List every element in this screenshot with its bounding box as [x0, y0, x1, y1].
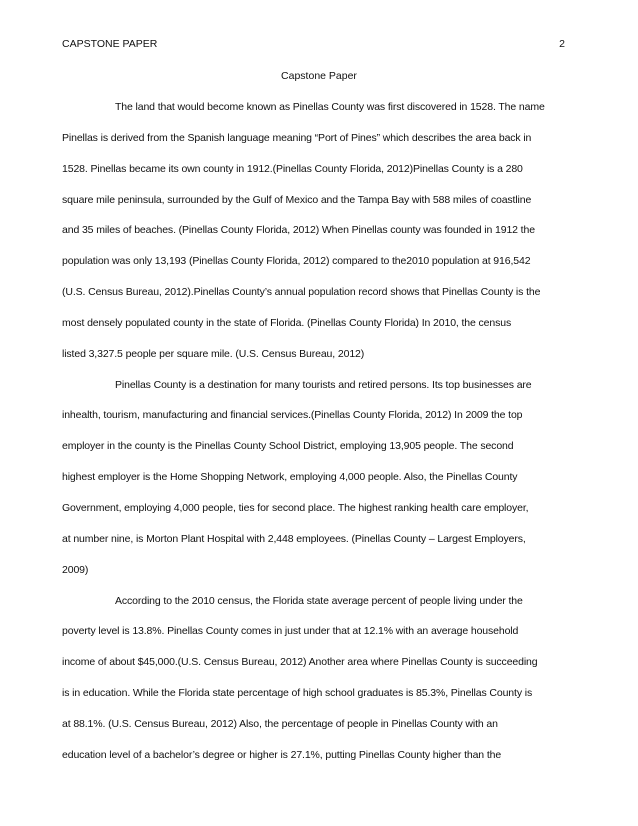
text-line: The land that would become known as Pinellas County was first discovered in 1528. The name [115, 101, 545, 113]
text-line: education level of a bachelor’s degree or higher is 27.1%, putting Pinellas County higher than the [62, 748, 502, 761]
text-line: 1528. Pinellas became its own county in 1912.(Pinellas County Florida, 2012)Pinellas County is a 280 [62, 162, 523, 175]
text-line: highest employer is the Home Shopping Network, employing 4,000 people. Also, the Pinellas County [62, 471, 518, 484]
text-line: income of about $45,000.(U.S. Census Bureau, 2012) Another area where Pinellas County is succeeding [62, 656, 538, 669]
text-line: most densely populated county in the state of Florida. (Pinellas County Florida) In 2010, the census [62, 316, 512, 329]
text-line: is in education. While the Florida state percentage of high school graduates is 85.3%, Pinellas County is [62, 687, 533, 700]
text-line: and 35 miles of beaches. (Pinellas County Florida, 2012) When Pinellas county was founded in 1912 the [62, 224, 535, 237]
text-line: According to the 2010 census, the Florida state average percent of people living under the [115, 594, 523, 607]
text-line: Pinellas is derived from the Spanish language meaning “Port of Pines” which describes the area back in [62, 131, 532, 144]
text-line: inhealth, tourism, manufacturing and financial services.(Pinellas County Florida, 2012) In 2009 the top [62, 409, 523, 422]
paper-title: Capstone Paper [281, 70, 357, 82]
text-line: Government, employing 4,000 people, ties for second place. The highest ranking health care employer, [62, 501, 529, 514]
text-line: population was only 13,193 (Pinellas County Florida, 2012) compared to the2010 population at 916,542 [62, 255, 531, 268]
text-line: at number nine, is Morton Plant Hospital with 2,448 employees. (Pinellas County – Largest Employers, [62, 532, 526, 545]
text-line: poverty level is 13.8%. Pinellas County comes in just under that at 12.1% with an average household [62, 625, 519, 638]
text-line: Pinellas County is a destination for many tourists and retired persons. Its top businesses are [115, 378, 532, 391]
text-line: listed 3,327.5 people per square mile. (U.S. Census Bureau, 2012) [62, 347, 365, 360]
text-line: 2009) [62, 563, 89, 576]
body-text [62, 97, 572, 776]
page-header [62, 38, 565, 50]
page-number: 2 [559, 38, 565, 50]
running-head: CAPSTONE PAPER [62, 38, 158, 50]
text-line: at 88.1%. (U.S. Census Bureau, 2012) Also, the percentage of people in Pinellas County with an [62, 717, 498, 730]
text-line: (U.S. Census Bureau, 2012).Pinellas County’s annual population record shows that Pinellas County is the [62, 286, 541, 299]
text-line: employer in the county is the Pinellas County School District, employing 13,905 people. The second [62, 440, 514, 453]
text-line: square mile peninsula, surrounded by the Gulf of Mexico and the Tampa Bay with 588 miles of coastline [62, 193, 532, 206]
